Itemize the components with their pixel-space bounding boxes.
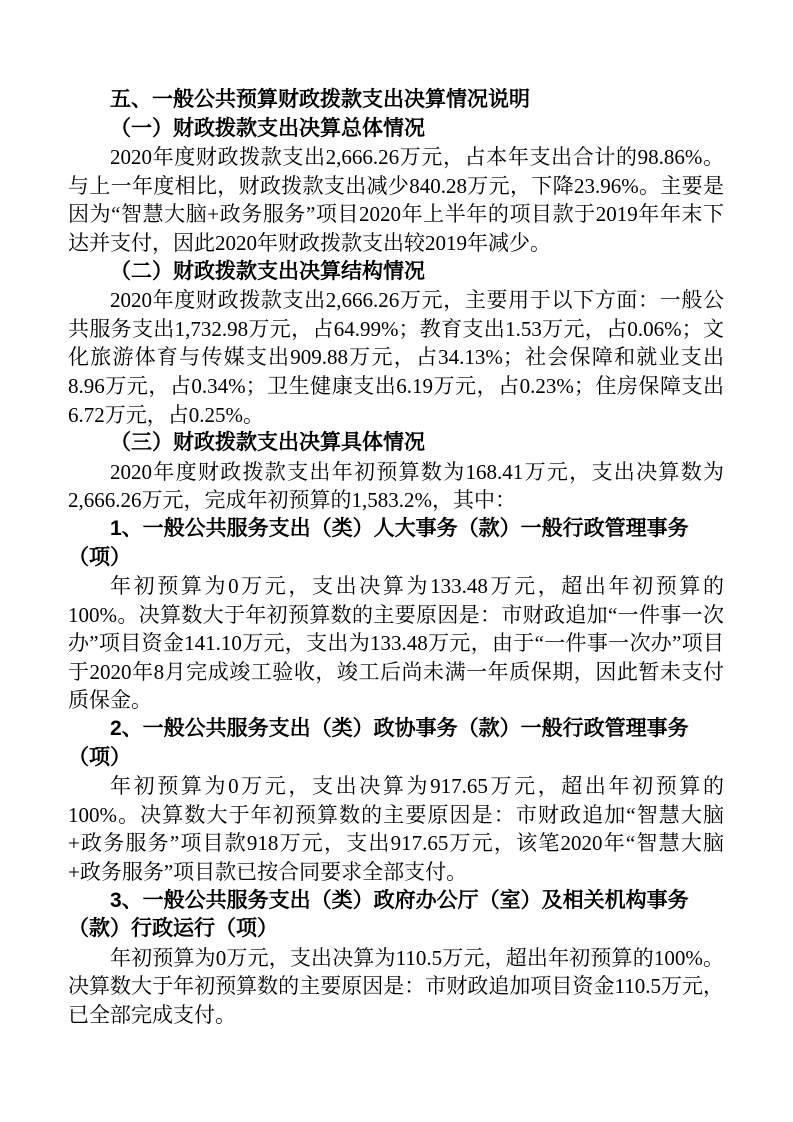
paragraph-structure-situation: 2020年度财政拨款支出2,666.26万元，主要用于以下方面：一般公共服务支出1,732.98万元，占64.99%；教育支出1.53万元，占0.06%；文化旅游体育与传媒支出909.88万元，占34.13%；社会保障和就业支出8.96万元，占0.34%；卫生健康支出6.19万元，占0.23%；住房保障支出6.72万元，占0.25%。: [68, 288, 724, 427]
paragraph-specific-intro: 2020年度财政拨款支出年初预算数为168.41万元，支出决算数为2,666.26万元，完成年初预算的1,583.2%，其中：: [68, 459, 724, 513]
item-heading-2: 2、一般公共服务支出（类）政协事务（款）一般行政管理事务（项）: [68, 717, 689, 769]
paragraph-overall-situation: 2020年度财政拨款支出2,666.26万元，占本年支出合计的98.86%。与上一年度相比，财政拨款支出减少840.28万元，下降23.96%。主要是因为“智慧大脑+政务服务”项目2020年上半年的项目款于2019年年末下达并支付，因此2020年财政拨款支出较2019年减少。: [68, 145, 724, 255]
subsection-heading-structure: （二）财政拨款支出决算结构情况: [110, 259, 425, 283]
item-paragraph-3: 年初预算为0万元，支出决算为110.5万元，超出年初预算的100%。决算数大于年初预算数的主要原因是：市财政追加项目资金110.5万元，已全部完成支付。: [68, 945, 724, 1027]
item-heading-3: 3、一般公共服务支出（类）政府办公厅（室）及相关机构事务（款）行政运行（项）: [68, 888, 689, 941]
item-paragraph-2: 年初预算为0万元，支出决算为917.65万元，超出年初预算的100%。决算数大于年初预算数的主要原因是：市财政追加“智慧大脑+政务服务”项目款918万元，支出917.65万元，该笔2020年“智慧大脑+政务服务”项目款已按合同要求全部支付。: [68, 774, 724, 885]
item-heading-1: 1、一般公共服务支出（类）人大事务（款）一般行政管理事务（项）: [68, 516, 689, 569]
document-body: [68, 86, 724, 1030]
subsection-heading-overall: （一）财政拨款支出决算总体情况: [110, 116, 425, 140]
item-paragraph-1: 年初预算为0万元，支出决算为133.48万元，超出年初预算的100%。决算数大于年初预算数的主要原因是：市财政追加“一件事一次办”项目资金141.10万元，支出为133.48万元，由于“一件事一次办”项目于2020年8月完成竣工验收，竣工后尚未满一年质保期，因此暂未支付质保金。: [68, 574, 724, 713]
subsection-heading-specific: （三）财政拨款支出决算具体情况: [110, 431, 425, 455]
main-section-heading: 五、一般公共预算财政拨款支出决算情况说明: [110, 88, 530, 111]
